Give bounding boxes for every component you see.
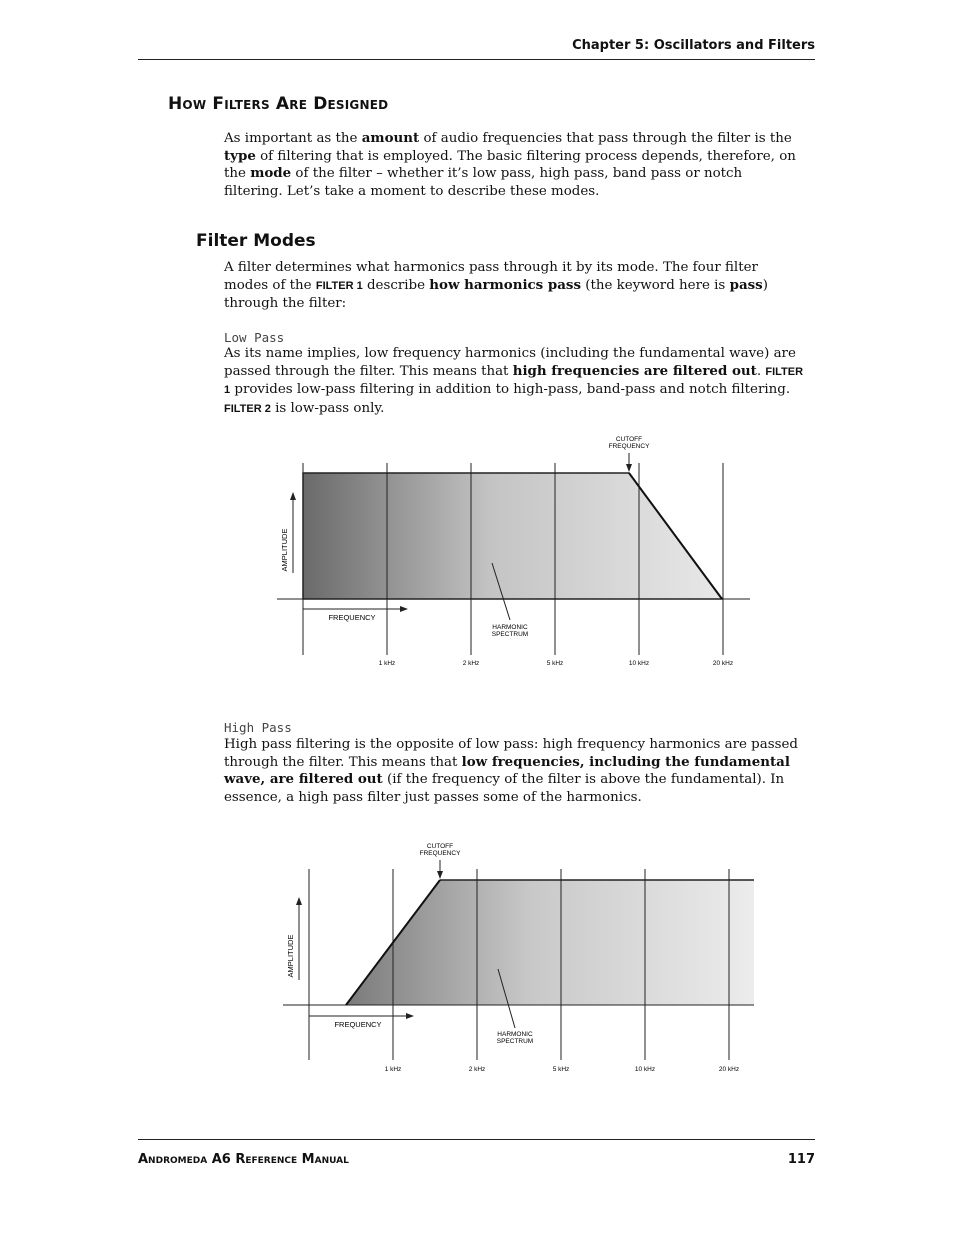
spectrum-label-line2: SPECTRUM: [496, 1038, 534, 1045]
text-run: provides low-pass filtering in addition to high-pass, band-pass and notch filtering.: [230, 382, 791, 397]
bold-term: low frequencies, including the fundamental wave, are filtered out: [224, 753, 790, 787]
subsection-title: Filter Modes: [196, 231, 316, 251]
amplitude-label: AMPLITUDE: [280, 528, 289, 572]
text-run: .: [756, 363, 766, 379]
spectrum-label-line2: SPECTRUM: [491, 631, 529, 638]
bold-term: how harmonics pass: [429, 276, 581, 293]
text-run: As its name implies, low frequency harmonics (including the fundamental wave) are passed through the filter. This means that: [224, 346, 796, 379]
bold-term: mode: [250, 165, 292, 181]
high-pass-label: High Pass: [224, 720, 292, 735]
text-run: ) through the filter:: [224, 277, 768, 311]
frequency-label: FREQUENCY: [328, 613, 376, 622]
bold-term: high frequencies are filtered out: [512, 362, 757, 379]
tick-label-5khz: 5 kHz: [552, 1066, 570, 1073]
text-run: As important as the: [224, 131, 362, 146]
low-pass-spectrum-area: [303, 473, 722, 599]
tick-label-1khz: 1 kHz: [378, 660, 396, 667]
control-name: FILTER 1: [315, 279, 363, 292]
text-run: High pass filtering is the opposite of low pass: high frequency harmonics are passed through the filter. This means that: [224, 737, 798, 770]
text-run: of audio frequencies that pass through the filter is the: [419, 131, 792, 146]
text-run: of filtering that is employed. The basic filtering process depends, therefore, on the: [224, 148, 796, 181]
text-run: A filter determines what harmonics pass through it by its mode. The four filter modes of the: [224, 260, 758, 293]
bold-term: amount: [361, 130, 420, 146]
frequency-label: FREQUENCY: [334, 1020, 382, 1029]
control-name: FILTER 1: [224, 365, 804, 396]
high-pass-text: [224, 736, 804, 806]
chapter-header: Chapter 5: Oscillators and Filters: [572, 38, 815, 53]
high-pass-figure: [280, 838, 760, 1078]
text-run: describe: [362, 277, 430, 293]
bold-term: pass: [729, 276, 763, 293]
tick-label-2khz: 2 kHz: [468, 1066, 486, 1073]
cutoff-label-line1: CUTOFF: [426, 843, 454, 850]
low-pass-text: [224, 345, 804, 418]
high-pass-spectrum-area: [346, 880, 754, 1005]
spectrum-label-line1: HARMONIC: [497, 1031, 533, 1038]
section-intro: [224, 130, 804, 200]
section-title: How Filters Are Designed: [168, 94, 389, 114]
text-run: (the keyword here is: [581, 277, 730, 293]
footer-rule: [138, 1139, 815, 1140]
amplitude-label: AMPLITUDE: [286, 934, 295, 978]
low-pass-label: Low Pass: [224, 330, 285, 345]
cutoff-label-line1: CUTOFF: [615, 436, 643, 443]
tick-label-1khz: 1 kHz: [384, 1066, 402, 1073]
tick-label-10khz: 10 kHz: [634, 1066, 656, 1073]
text-run: (if the frequency of the filter is above the fundamental). In essence, a high pass filter just passes some of the harmonics.: [224, 772, 785, 805]
subsection-intro: [224, 259, 804, 313]
tick-label-2khz: 2 kHz: [462, 660, 480, 667]
low-pass-figure: [270, 430, 760, 675]
text-run: is low-pass only.: [270, 400, 385, 416]
bold-term: type: [224, 147, 256, 164]
cutoff-label-line2: FREQUENCY: [419, 850, 461, 857]
tick-label-5khz: 5 kHz: [546, 660, 564, 667]
tick-label-20khz: 20 kHz: [712, 660, 734, 667]
manual-title: Andromeda A6 Reference Manual: [138, 1152, 349, 1167]
tick-label-20khz: 20 kHz: [718, 1066, 740, 1073]
cutoff-label-line2: FREQUENCY: [608, 443, 650, 450]
spectrum-label-line1: HARMONIC: [492, 624, 528, 631]
page-number: 117: [787, 1152, 815, 1167]
control-name: FILTER 2: [224, 402, 271, 415]
text-run: of the filter – whether it’s low pass, high pass, band pass or notch filtering. Let’s take a moment to describe these modes.: [224, 166, 743, 199]
tick-label-10khz: 10 kHz: [628, 660, 650, 667]
header-rule: [138, 59, 815, 60]
